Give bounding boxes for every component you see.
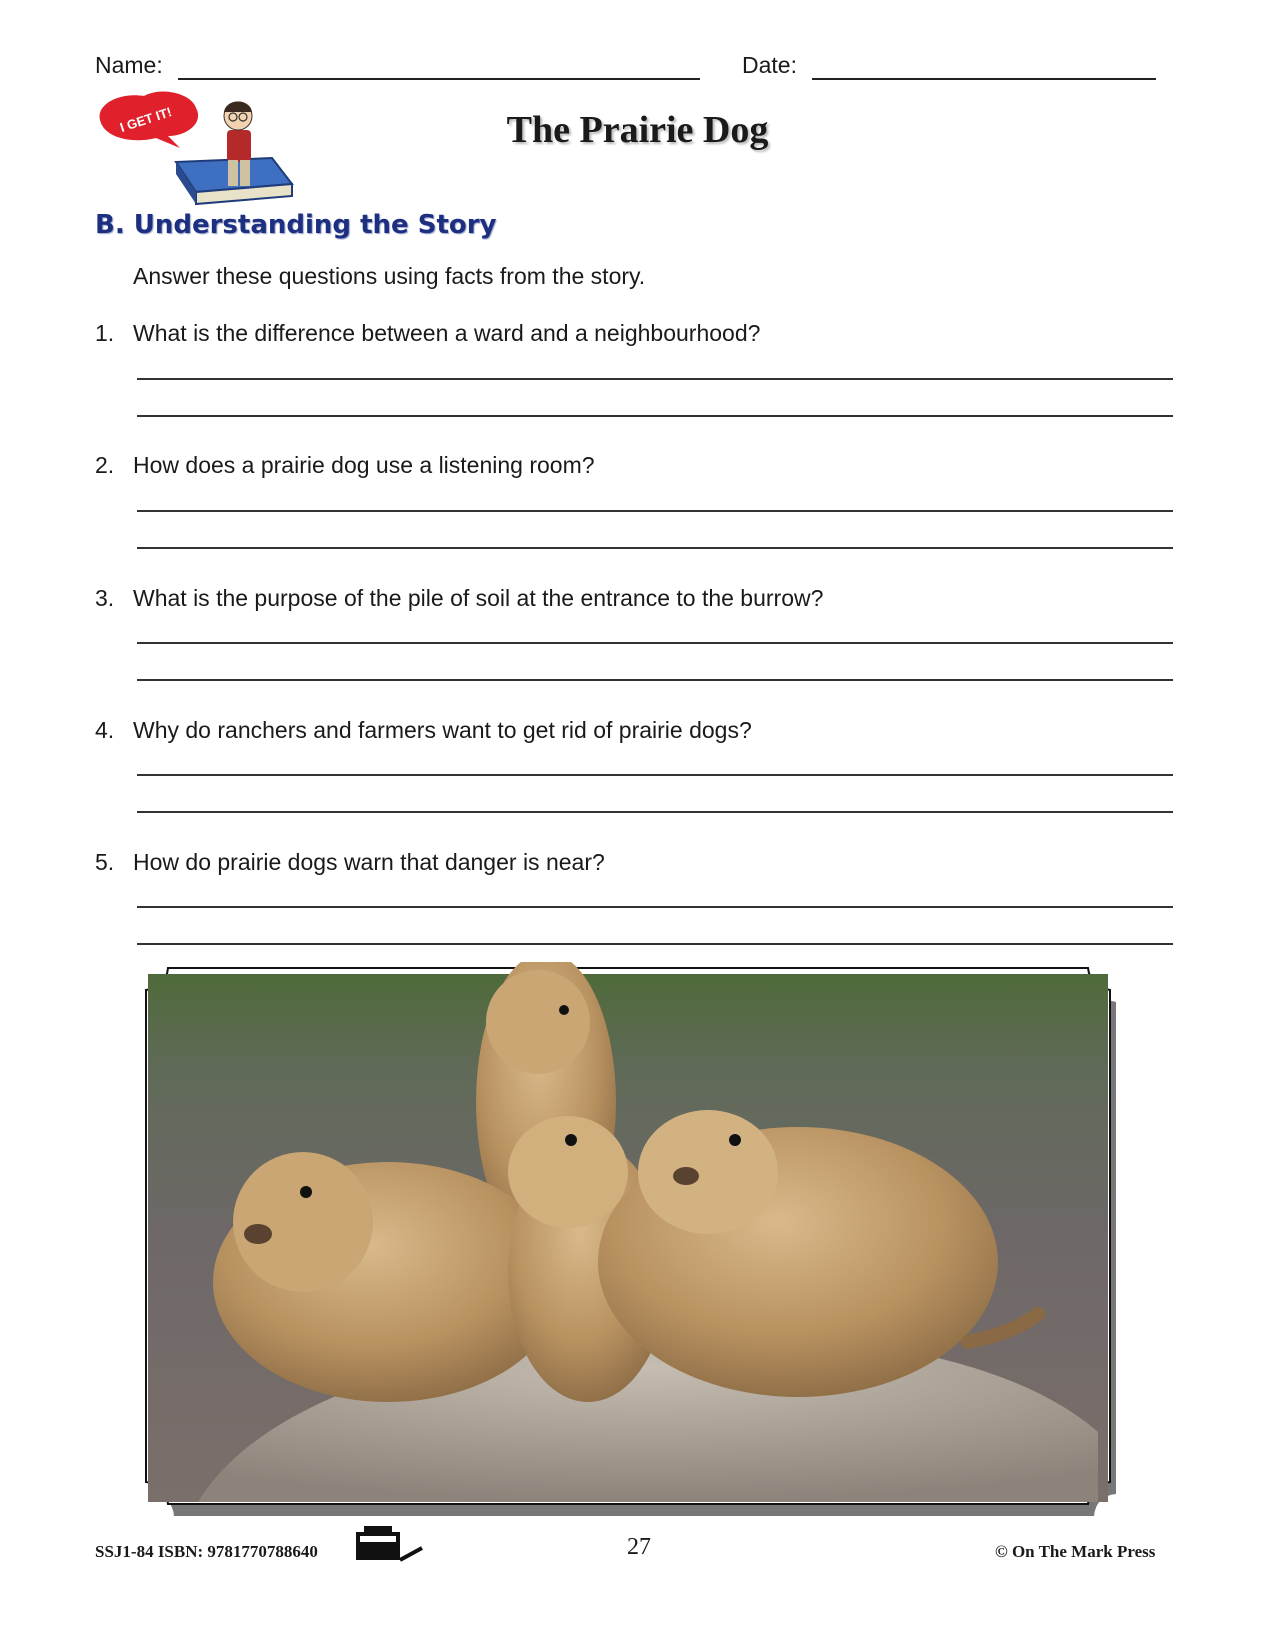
answer-line[interactable] (137, 510, 1173, 512)
question-text: How does a prairie dog use a listening room? (133, 452, 595, 478)
question-1 (95, 320, 760, 347)
copier-icon (352, 1524, 426, 1564)
question-number: 5. (95, 849, 115, 875)
question-number: 3. (95, 585, 115, 611)
question-3 (95, 585, 823, 612)
answer-line[interactable] (137, 415, 1173, 417)
answer-line[interactable] (137, 906, 1173, 908)
section-title: B. Understanding the Story (95, 210, 497, 240)
answer-line[interactable] (137, 642, 1173, 644)
date-field[interactable] (812, 78, 1156, 80)
name-label: Name: (95, 52, 163, 78)
question-number: 1. (95, 320, 115, 346)
answer-line[interactable] (137, 943, 1173, 945)
question-text: How do prairie dogs warn that danger is near? (133, 849, 605, 875)
footer-isbn: SSJ1-84 ISBN: 9781770788640 (95, 1542, 318, 1561)
date-label: Date: (742, 52, 797, 78)
page-number: 27 (627, 1534, 651, 1560)
footer-copyright: © On The Mark Press (995, 1542, 1156, 1561)
answer-line[interactable] (137, 811, 1173, 813)
logo-bubble-text: I GET IT! (118, 104, 174, 135)
answer-line[interactable] (137, 679, 1173, 681)
answer-line[interactable] (137, 547, 1173, 549)
name-field[interactable] (178, 78, 700, 80)
question-text: Why do ranchers and farmers want to get rid of prairie dogs? (133, 717, 752, 743)
question-4 (95, 717, 752, 744)
question-number: 2. (95, 452, 115, 478)
answer-line[interactable] (137, 378, 1173, 380)
question-number: 4. (95, 717, 115, 743)
question-text: What is the purpose of the pile of soil at the entrance to the burrow? (133, 585, 824, 611)
question-5 (95, 849, 605, 876)
page-title: The Prairie Dog (506, 109, 769, 151)
answer-line[interactable] (137, 774, 1173, 776)
question-2 (95, 452, 595, 479)
instructions: Answer these questions using facts from the story. (133, 263, 646, 289)
prairie-dogs-photo (138, 962, 1128, 1520)
question-text: What is the difference between a ward and a neighbourhood? (133, 320, 761, 346)
